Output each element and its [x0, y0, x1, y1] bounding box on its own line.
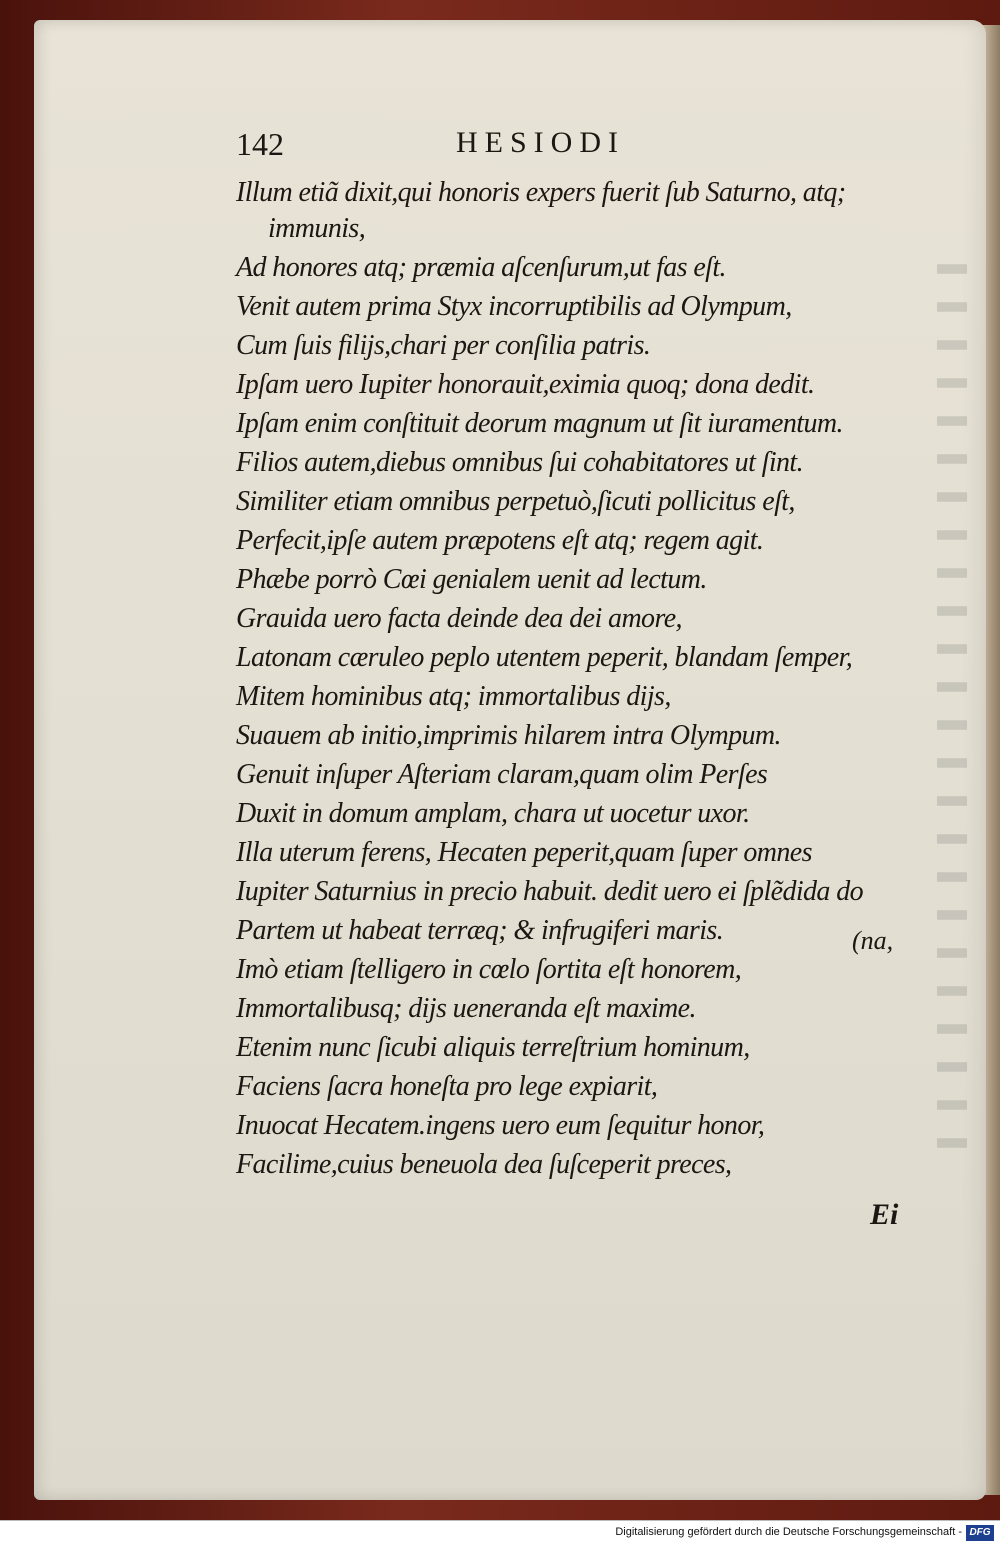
catchword: Ei	[870, 1198, 899, 1231]
text-line: Etenim nunc ſicubi aliquis terreſtrium hominum,	[236, 1032, 750, 1063]
running-title: HESIODI	[456, 126, 625, 159]
text-line: Facilime,cuius beneuola dea ſuſceperit preces,	[236, 1149, 732, 1180]
text-line: Partem ut habeat terræq; & infrugiferi maris.	[236, 915, 724, 946]
text-line: Ipſam enim conſtituit deorum magnum ut ſit iuramentum.	[236, 408, 843, 439]
text-line: Mitem hominibus atq; immortalibus dijs,	[236, 681, 671, 712]
show-through-text	[931, 250, 991, 1250]
footer-bar	[0, 1520, 1000, 1546]
page-header	[236, 126, 676, 166]
text-line: Phæbe porrò Cœi genialem uenit ad lectum.	[236, 564, 707, 595]
text-line: Immortalibusq; dijs ueneranda eſt maxime.	[236, 993, 696, 1024]
text-line: Iupiter Saturnius in precio habuit. dedit uero ei ſplẽdida do	[236, 876, 864, 907]
text-line: Perfecit,ipſe autem præpotens eſt atq; regem agit.	[236, 525, 764, 556]
text-line: Venit autem prima Styx incorruptibilis ad Olympum,	[236, 291, 792, 322]
text-line: Faciens ſacra honeſta pro lege expiarit,	[236, 1071, 658, 1102]
text-line: Ad honores atq; præmia aſcenſurum,ut fas eſt.	[236, 252, 726, 283]
text-line: Ipſam uero Iupiter honorauit,eximia quoq; dona dedit.	[236, 369, 815, 400]
text-line: Grauida uero facta deinde dea dei amore,	[236, 603, 682, 634]
text-line: Illum etiã dixit,qui honoris expers fuerit ſub Saturno, atq;	[236, 177, 846, 208]
text-line: Filios autem,diebus omnibus ſui cohabitatores ut ſint.	[236, 447, 803, 478]
text-line: Imò etiam ſtelligero in cœlo ſortita eſt honorem,	[236, 954, 742, 985]
text-line: Illa uterum ferens, Hecaten peperit,quam ſuper omnes	[236, 837, 812, 868]
text-line: Latonam cæruleo peplo utentem peperit, blandam ſemper,	[236, 642, 853, 673]
text-line: immunis,	[268, 213, 366, 244]
text-line: Duxit in domum amplam, chara ut uocetur uxor.	[236, 798, 750, 829]
text-line: Cum ſuis filijs,chari per conſilia patris.	[236, 330, 651, 361]
text-line: Inuocat Hecatem.ingens uero eum ſequitur honor,	[236, 1110, 765, 1141]
text-line: Genuit inſuper Aſteriam claram,quam olim Perſes	[236, 759, 768, 790]
page-number: 142	[236, 126, 284, 162]
footer-credit: Digitalisierung gefördert durch die Deutsche Forschungsgemeinschaft -	[615, 1526, 962, 1538]
marginal-note: (na,	[852, 926, 894, 955]
text-line: Suauem ab initio,imprimis hilarem intra Olympum.	[236, 720, 781, 751]
text-line: Similiter etiam omnibus perpetuò,ſicuti pollicitus eſt,	[236, 486, 795, 517]
dfg-logo-icon[interactable]: DFG	[966, 1525, 994, 1541]
